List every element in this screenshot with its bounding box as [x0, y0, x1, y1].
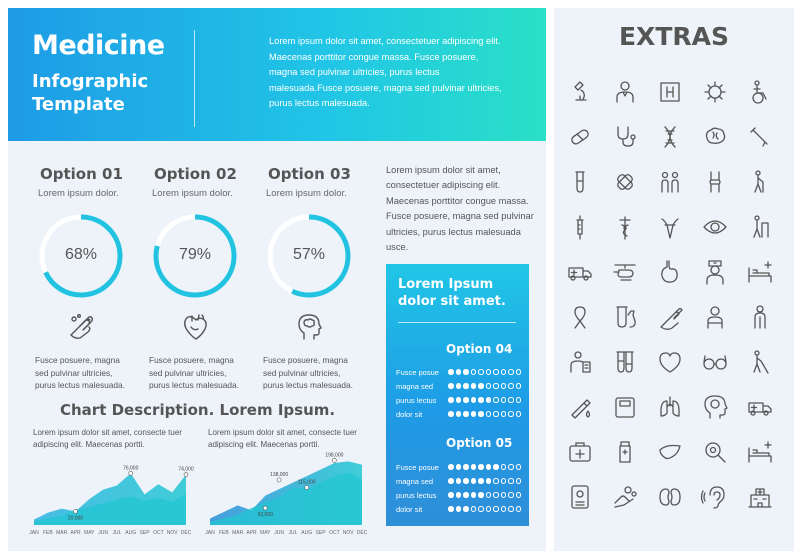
rating-dot: [486, 383, 492, 389]
glasses-icon: [701, 348, 729, 376]
rating-dot: [486, 397, 492, 403]
rating-dot: [448, 397, 454, 403]
blind-man-icon: [746, 348, 774, 376]
rating-dot: [448, 383, 454, 389]
microscope-icon: [566, 78, 594, 106]
x-tick-label: AUG: [125, 530, 137, 536]
bandage-icon: [611, 168, 639, 196]
rating-dot: [471, 411, 477, 417]
rating-dot: [501, 492, 507, 498]
data-label: 198,000: [325, 452, 344, 459]
rating-dot: [501, 464, 507, 470]
option-05-rating: [448, 506, 521, 513]
hospital-bed-icon: [746, 438, 774, 466]
card-separator: [398, 322, 516, 323]
rating-dot: [508, 506, 514, 512]
option-04-rating: [448, 383, 521, 390]
blood-test-icon: [566, 393, 594, 421]
virus-icon: [701, 78, 729, 106]
rating-dot: [448, 369, 454, 375]
rating-dot: [463, 492, 469, 498]
pills-hand-icon: [611, 483, 639, 511]
head-brain-icon: [294, 311, 326, 343]
x-tick-label: FEB: [218, 530, 229, 536]
x-tick-label: JAN: [29, 530, 39, 536]
stethoscope-icon: [611, 123, 639, 151]
x-tick-label: FEB: [42, 530, 53, 536]
data-point: [332, 458, 336, 462]
rating-dot: [471, 397, 477, 403]
heart-anatomy-icon: [180, 311, 212, 343]
rating-dot: [471, 369, 477, 375]
test-tube-icon: [566, 168, 594, 196]
x-tick-label: SEP: [139, 530, 150, 536]
x-tick-label: DEC: [180, 530, 192, 536]
data-label: 52,000: [257, 512, 273, 519]
rating-dot: [478, 411, 484, 417]
rating-dot: [478, 383, 484, 389]
option-05-row-label: Fusce posue: [396, 463, 439, 472]
family-icon: [656, 168, 684, 196]
rating-dot: [501, 411, 507, 417]
first-aid-kit-icon: [566, 438, 594, 466]
rating-dot: [471, 478, 477, 484]
rating-dot: [478, 369, 484, 375]
page-title: Medicine: [32, 30, 165, 61]
x-tick-label: NOV: [166, 530, 178, 536]
x-tick-label: AUG: [301, 530, 313, 536]
rating-dot: [486, 478, 492, 484]
data-point: [263, 506, 267, 510]
rating-dot: [493, 478, 499, 484]
x-tick-label: DEC: [356, 530, 368, 536]
header-banner: [8, 8, 546, 141]
data-point: [305, 486, 309, 490]
chart-right-description: Lorem ipsum dolor sit amet, consecte tuer adipiscing elit. Maecenas portti.: [208, 428, 357, 449]
rating-dot: [471, 492, 477, 498]
medicine-bottle-icon: [611, 438, 639, 466]
x-tick-label: JUL: [288, 530, 298, 536]
option-02-subtitle: Lorem ipsum dolor.: [152, 188, 233, 199]
rating-dot: [456, 383, 462, 389]
dna-icon: [656, 123, 684, 151]
hospital-bed-icon: [746, 258, 774, 286]
rating-dot: [516, 492, 522, 498]
helicopter-icon: [611, 258, 639, 286]
liver-icon: [656, 438, 684, 466]
header-divider: [194, 30, 195, 127]
x-tick-label: APR: [246, 530, 257, 536]
heart-icon: [656, 348, 684, 376]
stomach-icon: [656, 258, 684, 286]
rating-dot: [493, 411, 499, 417]
rating-dot: [456, 369, 462, 375]
syringe-icon: [566, 213, 594, 241]
rating-dot: [463, 478, 469, 484]
data-label: 74,000: [178, 466, 194, 473]
rating-dot: [478, 478, 484, 484]
x-tick-label: SEP: [315, 530, 326, 536]
caduceus-icon: [611, 213, 639, 241]
option-03-description: Fusce posuere, magna sed pulvinar ultricies, purus lectus malesuada.: [263, 355, 353, 390]
data-point: [73, 509, 77, 513]
rating-dot: [463, 397, 469, 403]
eye-icon: [701, 213, 729, 241]
rating-dot: [463, 506, 469, 512]
x-tick-label: MAR: [232, 530, 244, 536]
header-description: Lorem ipsum dolor sit amet, consectetuer adipiscing elit. Maecenas porttitor congue massa. Fusce posuere, magna sed pulvinar ultricies, purus lectus malesuada.Fusce posuere, magna sed pulvinar ultricies, purus lectus malesuada.: [269, 36, 502, 108]
magnifier-germ-icon: [701, 438, 729, 466]
rating-dot: [471, 464, 477, 470]
page-subtitle: [32, 70, 148, 116]
rating-dot: [508, 411, 514, 417]
nurse-icon: [701, 258, 729, 286]
extras-panel: [554, 8, 794, 551]
x-tick-label: MAR: [56, 530, 68, 536]
option-04-row-label: magna sed: [396, 382, 434, 391]
rating-dot: [456, 411, 462, 417]
bladder-icon: [656, 213, 684, 241]
rating-dot: [456, 492, 462, 498]
rating-dot: [501, 383, 507, 389]
rating-dot: [516, 464, 522, 470]
option-04-title: Option 04: [446, 342, 513, 356]
rating-dot: [486, 506, 492, 512]
option-04-rating: [448, 397, 521, 404]
x-tick-label: JUN: [274, 530, 284, 536]
hospital-building-icon: [746, 483, 774, 511]
option-01-percent: 68%: [64, 246, 98, 263]
subtitle-line-2: Template: [32, 94, 125, 115]
rating-dot: [508, 397, 514, 403]
rating-dot: [516, 383, 522, 389]
rating-dot: [501, 478, 507, 484]
chart-left: [29, 453, 194, 536]
ribbon-icon: [566, 303, 594, 331]
rating-dot: [448, 492, 454, 498]
rating-dot: [448, 411, 454, 417]
option-04-row-label: Fusce posue: [396, 368, 439, 377]
rating-dot: [501, 506, 507, 512]
rating-dot: [478, 397, 484, 403]
rating-dot: [493, 383, 499, 389]
rating-dot: [478, 464, 484, 470]
rating-dot: [471, 383, 477, 389]
option-03-title: Option 03: [268, 165, 351, 183]
rating-dot: [486, 464, 492, 470]
head-brain-icon: [701, 393, 729, 421]
doctor-icon: [611, 78, 639, 106]
rating-dot: [463, 383, 469, 389]
rating-dot: [478, 506, 484, 512]
card-title: Lorem Ipsum dolor sit amet.: [398, 277, 506, 309]
rating-dot: [448, 478, 454, 484]
doctor-clipboard-icon: [566, 348, 594, 376]
option-03-subtitle: Lorem ipsum dolor.: [266, 188, 347, 199]
lab-flask-icon: [611, 303, 639, 331]
rating-dot: [493, 506, 499, 512]
x-tick-label: OCT: [153, 530, 164, 536]
hand-wash-icon: [66, 311, 98, 343]
data-label: 115,000: [297, 479, 316, 486]
option-01-description: Fusce posuere, magna sed pulvinar ultricies, purus lectus malesuada.: [35, 355, 125, 390]
x-tick-label: JAN: [205, 530, 215, 536]
brain-icon: [701, 123, 729, 151]
rating-dot: [508, 464, 514, 470]
option-05-row-label: magna sed: [396, 477, 434, 486]
rating-dot: [486, 411, 492, 417]
rating-dot: [493, 492, 499, 498]
ear-icon: [701, 483, 729, 511]
option-02-title: Option 02: [154, 165, 237, 183]
rating-dot: [508, 383, 514, 389]
option-05-rating: [448, 464, 521, 471]
option-05-row-label: dolor sit: [396, 505, 423, 514]
elderly-icon: [746, 168, 774, 196]
rating-dot: [486, 492, 492, 498]
option-04-rating: [448, 411, 521, 418]
rating-dot: [508, 492, 514, 498]
options-card: [386, 264, 529, 526]
rating-dot: [448, 506, 454, 512]
extras-title: EXTRAS: [618, 22, 729, 51]
option-04-row-label: dolor sit: [396, 410, 423, 419]
rating-dot: [478, 492, 484, 498]
x-tick-label: APR: [70, 530, 81, 536]
rating-dot: [508, 478, 514, 484]
option-05-title: Option 05: [446, 436, 513, 450]
rating-dot: [516, 478, 522, 484]
chart-right: [206, 446, 366, 535]
x-tick-label: JUN: [98, 530, 108, 536]
chart-area-series: [210, 473, 362, 525]
ambulance-icon: [746, 393, 774, 421]
rating-dot: [448, 464, 454, 470]
patient-icon: [701, 303, 729, 331]
chart-section-title: Chart Description. Lorem Ipsum.: [60, 401, 336, 419]
rating-dot: [463, 369, 469, 375]
subtitle-line-1: Infographic: [32, 71, 149, 92]
side-paragraph: Lorem ipsum dolor sit amet, consectetuer adipiscing elit. Maecenas porttitor congue massa. Fusce posuere, magna sed pulvinar ultricies, purus lectus malesuada usce.: [386, 165, 534, 253]
data-point: [184, 473, 188, 477]
data-point: [129, 471, 133, 475]
lungs-icon: [656, 393, 684, 421]
option-05-rating: [448, 492, 521, 499]
option-03-percent: 57%: [292, 246, 326, 263]
pill-icon: [566, 123, 594, 151]
rating-dot: [516, 506, 522, 512]
rating-dot: [516, 369, 522, 375]
id-card-icon: [566, 483, 594, 511]
rating-dot: [493, 397, 499, 403]
kidneys-icon: [656, 483, 684, 511]
rating-dot: [463, 411, 469, 417]
rating-dot: [516, 397, 522, 403]
option-04-rating: [448, 369, 521, 376]
x-tick-label: MAY: [260, 530, 271, 536]
option-05-rating: [448, 478, 521, 485]
option-04-row-label: purus lectus: [396, 396, 437, 405]
old-man-icon: [746, 303, 774, 331]
option-02-description: Fusce posuere, magna sed pulvinar ultricies, purus lectus malesuada.: [149, 355, 239, 390]
rating-dot: [456, 478, 462, 484]
hand-wash-icon: [656, 303, 684, 331]
rating-dot: [456, 464, 462, 470]
rating-dot: [493, 369, 499, 375]
x-tick-label: MAY: [84, 530, 95, 536]
rating-dot: [516, 411, 522, 417]
option-05-row-label: purus lectus: [396, 491, 437, 500]
rating-dot: [501, 397, 507, 403]
crutch-icon: [746, 123, 774, 151]
chart-left-description: Lorem ipsum dolor sit amet, consecte tuer adipiscing elit. Maecenas portti.: [33, 428, 182, 449]
rating-dot: [471, 506, 477, 512]
option-02-percent: 79%: [178, 246, 212, 263]
hospital-sign-icon: [656, 78, 684, 106]
data-label: 76,000: [123, 465, 139, 472]
ambulance-icon: [566, 258, 594, 286]
rating-dot: [456, 506, 462, 512]
data-label: 20,000: [67, 515, 84, 522]
rating-dot: [486, 369, 492, 375]
test-tubes-icon: [611, 348, 639, 376]
data-point: [277, 478, 281, 482]
knee-joint-icon: [701, 168, 729, 196]
option-01-title: Option 01: [40, 165, 123, 183]
data-label: 138,000: [270, 472, 289, 478]
rating-dot: [463, 464, 469, 470]
walker-icon: [746, 213, 774, 241]
rating-dot: [501, 369, 507, 375]
option-01-subtitle: Lorem ipsum dolor.: [38, 188, 119, 199]
x-tick-label: NOV: [342, 530, 354, 536]
rating-dot: [456, 397, 462, 403]
x-tick-label: JUL: [112, 530, 122, 536]
rating-dot: [508, 369, 514, 375]
wheelchair-icon: [746, 78, 774, 106]
scale-icon: [611, 393, 639, 421]
rating-dot: [493, 464, 499, 470]
x-tick-label: OCT: [329, 530, 340, 536]
